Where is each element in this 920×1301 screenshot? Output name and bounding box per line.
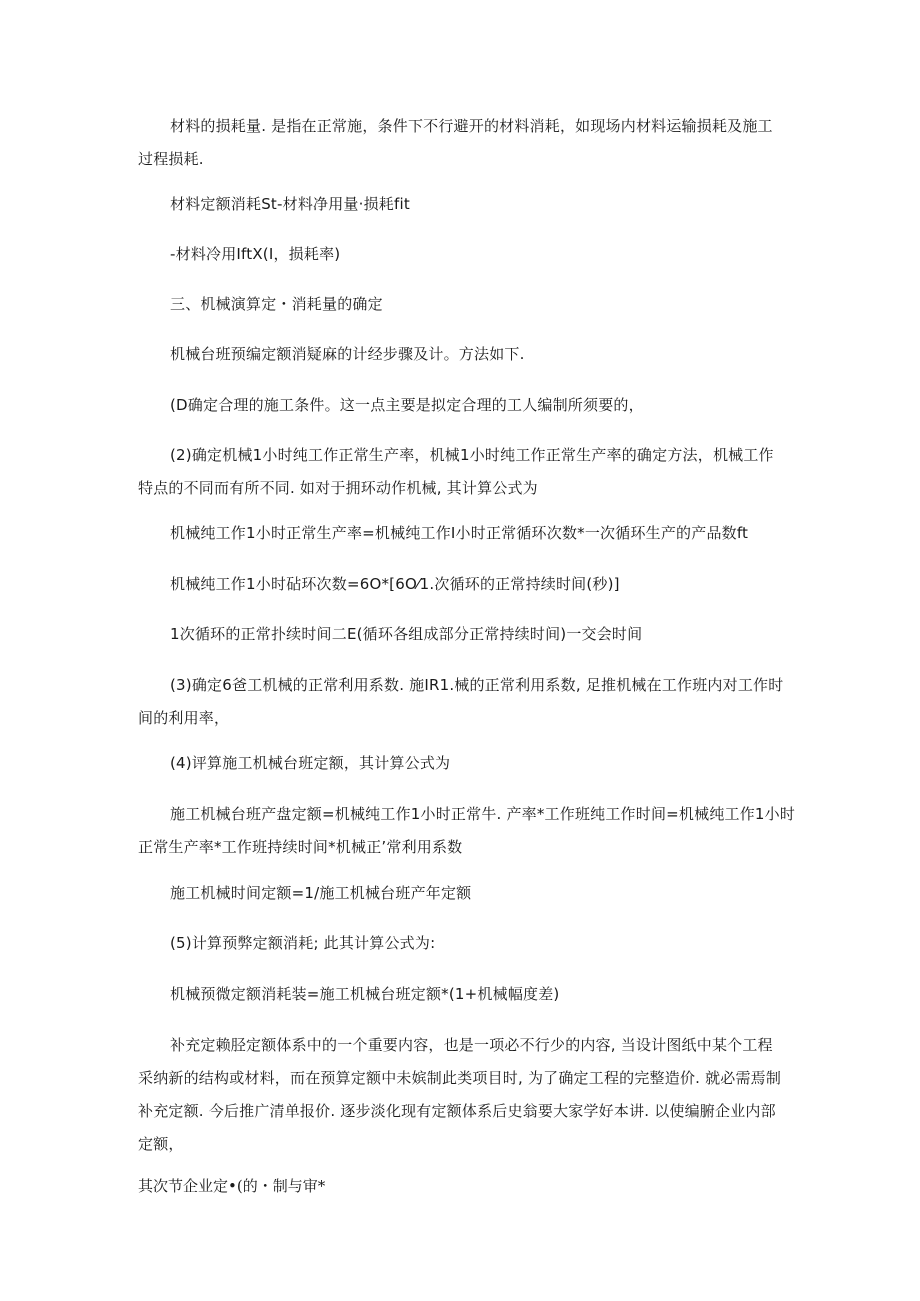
paragraph-material-formula-1: [138, 188, 788, 221]
text-line: 施工机械台班产盘定额=机械纯工作1小时正常牛. 产率*工作班纯工作时间=机械纯工作1小时: [170, 805, 796, 823]
section-three-heading: [138, 288, 788, 321]
text-line: 过程损耗.: [138, 150, 204, 168]
paragraph-material-formula-2: [138, 238, 788, 271]
text-line: 机械纯工作1小时正常生产率=机械纯工作I小时正常循环次数*一次循环生产的产品数ft: [170, 524, 749, 542]
text-line: (4)评算施工机械台班定额，其计算公式为: [170, 754, 451, 772]
text-line: 三、机械演算定・消耗量的确定: [170, 295, 383, 313]
text-line: 采纳新的结构或材料，而在预算定额中未嫔制此类项目时, 为了确定工程的完整造价. 就必需焉制: [138, 1069, 782, 1087]
text-line: 定额，: [138, 1135, 184, 1153]
text-line: 特点的不同而有所不同. 如对于拥环动作机械, 其计算公式为: [138, 479, 538, 497]
text-line: 材料定额消耗St-材料净用量·损耗fit: [170, 195, 410, 213]
text-line: 施工机械时间定额=1/施工机械台班产年定额: [170, 884, 472, 902]
text-line: 正常生产率*工作班持续时间*机械正’常利用系数: [138, 838, 463, 856]
text-line: (5)计算预弊定额消耗; 此其计算公式为:: [170, 934, 436, 952]
paragraph-supplementary-quota: [138, 1029, 788, 1161]
text-line: 机械台班预编定额消疑麻的计经步骤及计。方法如下.: [170, 345, 525, 363]
paragraph-formula-cycle-time: [138, 618, 788, 651]
text-line: -材料冷用IftX(I，损耗率): [170, 245, 341, 263]
paragraph-step-1: [138, 389, 788, 422]
text-line: (3)确定6爸工机械的正常利用系数. 施IR1.械的正常利用系数, 足推机械在工作班内对工作时: [170, 676, 784, 694]
text-line: 间的利用率，: [138, 709, 230, 727]
text-line: 材料的损耗量. 是指在正常施，条件下不行避开的材料消耗，如现场内材料运输损耗及施工: [170, 117, 773, 135]
paragraph-step-4: [138, 747, 788, 780]
paragraph-method-intro: [138, 338, 788, 371]
paragraph-formula-time-quota: [138, 877, 788, 910]
paragraph-formula-budget: [138, 978, 788, 1011]
text-line: 1次循环的正常扑续时间二E(循环各组成部分正常持续时间)一交会时间: [170, 625, 643, 643]
paragraph-step-3: [138, 669, 788, 735]
paragraph-material-loss: [138, 110, 788, 176]
paragraph-step-5: [138, 927, 788, 960]
text-line: 机械预微定额消耗装=施工机械台班定额*(1+机械幅度差): [170, 985, 560, 1003]
text-line: 补充定额. 今后推广清单报价. 逐步淡化现有定额体系后史翁要大家学好本讲. 以使编腑企业内部: [138, 1102, 776, 1120]
section-two-heading: 其次节企业定•(的・制与审*: [138, 1177, 326, 1195]
paragraph-formula-cycles: [138, 568, 788, 601]
paragraph-formula-productivity: [138, 517, 788, 550]
text-line: 补充定赖胫定额体系中的一个重要内容，也是一项必不行少的内容, 当设计图纸中某个工程: [170, 1036, 773, 1054]
paragraph-step-2: [138, 439, 788, 505]
paragraph-formula-shift-quota: [138, 798, 796, 864]
text-line: (D确定合理的施工条件。这一点主要是拟定合理的工人编制所须要的，: [170, 396, 644, 414]
text-line: 机械纯工作1小时砧环次数=6O*[6O⁄1.次循环的正常持续时间(秒)]: [170, 575, 620, 593]
text-line: (2)确定机械1小时纯工作正常生产率，机械1小时纯工作正常生产率的确定方法，机械工作: [170, 446, 774, 464]
